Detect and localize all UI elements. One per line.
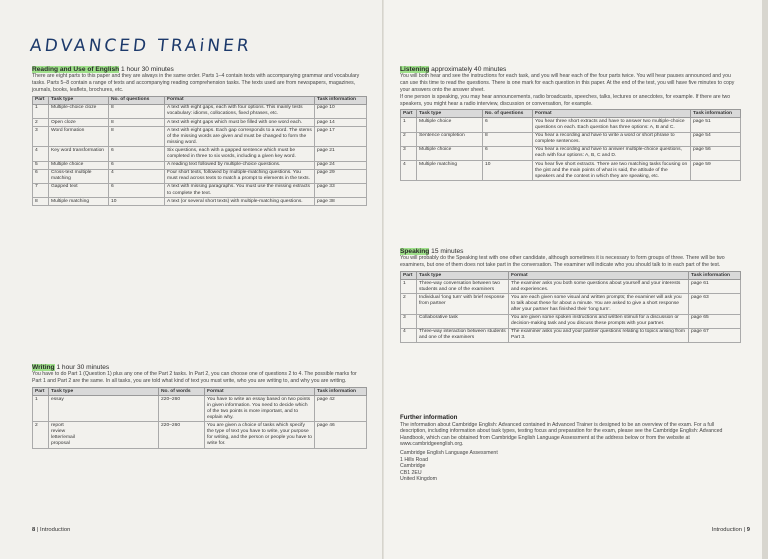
table-cell: 6 <box>109 161 165 169</box>
table-cell: A reading text followed by multiple-choice questions. <box>165 161 315 169</box>
table-cell: 10 <box>109 198 165 206</box>
table-cell: 6 <box>109 183 165 197</box>
table-cell: 4 <box>401 328 417 342</box>
table-row <box>401 294 741 314</box>
right-page-number: 9 <box>746 527 750 533</box>
table-row <box>33 127 367 147</box>
table-header-row <box>33 96 367 104</box>
table-cell: 1 <box>401 280 417 294</box>
table-cell: page 42 <box>315 396 367 422</box>
table-cell: 8 <box>483 132 533 146</box>
table-cell: 4 <box>109 169 165 183</box>
right-page <box>384 0 768 559</box>
table-cell: 3 <box>33 127 49 147</box>
table-cell: 7 <box>33 183 49 197</box>
table-cell: page 67 <box>689 328 741 342</box>
table-cell: You hear a recording and have to answer multiple-choice questions, each with four options: A, B, C and D. <box>533 146 691 160</box>
column-header: Task type <box>49 96 109 104</box>
table-cell: Multiple choice <box>417 118 483 132</box>
column-header: Task type <box>417 110 483 118</box>
table-cell: You hear a recording and have to write a word or short phrase to complete sentences. <box>533 132 691 146</box>
table-cell: Four short texts, followed by multiple-matching questions. You must read across texts to match a prompt to elements in the texts. <box>165 169 315 183</box>
table-cell: A text with eight gaps. Each gap corresponds to a word. The stems of the missing words are given and must be changed to form the missing word. <box>165 127 315 147</box>
table-cell: 1 <box>401 118 417 132</box>
column-header: Format <box>165 96 315 104</box>
table-cell: 3 <box>401 314 417 328</box>
table-cell: Open cloze <box>49 119 109 127</box>
table-cell: page 65 <box>689 314 741 328</box>
speaking-duration: 15 minutes <box>431 248 464 255</box>
table-cell: 5 <box>33 161 49 169</box>
listening-title: Listening <box>400 66 430 73</box>
column-header: Part <box>33 96 49 104</box>
column-header: No. of questions <box>109 96 165 104</box>
table-cell: page 33 <box>315 183 367 197</box>
table-cell: page 17 <box>315 127 367 147</box>
table-cell: Word formation <box>49 127 109 147</box>
table-cell: You are given a choice of tasks which specify the type of text you have to write, your purpose for writing, and the person or people you have to write for. <box>205 422 315 448</box>
table-cell: You are each given some visual and written prompts; the examiner will ask you to talk about these for about a minute. You are asked to give a short response after your partner has finished their ‘long turn’. <box>509 294 689 314</box>
column-header: Task information <box>315 96 367 104</box>
table-row <box>401 146 741 160</box>
reading-intro: There are eight parts to this paper and they are always in the same order. Parts 1–4 contain texts with accompanying grammar and vocabulary tasks. Parts 5–8 contain a range of texts and accompanying reading comprehension tasks. The texts used are from newspapers, magazines, journals, books, leaflets, brochures, etc. <box>32 73 360 93</box>
table-cell: You have to write an essay based on two points in given information. You need to decide which of the two points is more important, and to explain why. <box>205 396 315 422</box>
column-header: Task information <box>689 272 741 280</box>
table-row <box>401 161 741 181</box>
reading-title: Reading and Use of English <box>32 66 120 73</box>
listening-duration: approximately 40 minutes <box>431 66 507 73</box>
table-cell: 1 <box>33 104 49 118</box>
address-block <box>400 450 740 483</box>
writing-duration: 1 hour 30 minutes <box>56 364 110 371</box>
table-cell: page 56 <box>691 146 741 160</box>
column-header: Format <box>533 110 691 118</box>
table-cell: A text with missing paragraphs. You must use the missing extracts to complete the text. <box>165 183 315 197</box>
page-edge <box>762 0 768 559</box>
column-header: Part <box>33 388 49 396</box>
table-cell: 220–260 <box>159 422 205 448</box>
table-cell: 10 <box>483 161 533 181</box>
further-info-title: Further information <box>400 414 458 421</box>
table-row <box>401 328 741 342</box>
table-cell: page 14 <box>315 119 367 127</box>
listening-table <box>400 109 741 181</box>
table-cell: 2 <box>33 422 49 448</box>
table-cell: page 21 <box>315 147 367 161</box>
listening-intro: You will both hear and see the instructions for each task, and you will hear each of the four parts twice. You will hear pauses announced and you can use this time to read the questions. There is one mark for each question in this paper. At the end of the test, you will have five minutes to copy your answers onto the answer sheet. If one person is speaking, you may hear announcements, radio broadcasts, speeches, talks, lectures or anecdotes, for example. If there are two speakers, you might hear a radio interview, discussion or conversation, for example. <box>400 73 735 107</box>
table-cell: Key word transformation <box>49 147 109 161</box>
table-row <box>33 104 367 118</box>
right-footer <box>712 527 750 533</box>
table-row <box>401 118 741 132</box>
table-cell: 6 <box>483 146 533 160</box>
table-cell: 4 <box>33 147 49 161</box>
table-cell: Gapped text <box>49 183 109 197</box>
table-cell: page 51 <box>691 118 741 132</box>
table-cell: 6 <box>33 169 49 183</box>
column-header: Part <box>401 110 417 118</box>
table-cell: The examiner asks you and your partner questions relating to topics arising from Part 3. <box>509 328 689 342</box>
column-header: Format <box>509 272 689 280</box>
reading-table <box>32 96 367 206</box>
table-header-row <box>401 110 741 118</box>
table-cell: page 59 <box>691 161 741 181</box>
speaking-table <box>400 271 741 343</box>
address-line: 1 Hills Road <box>400 456 428 463</box>
table-cell: page 10 <box>315 104 367 118</box>
table-cell: report review letter/email proposal <box>49 422 159 448</box>
writing-intro: You have to do Part 1 (Question 1) plus any one of the Part 2 tasks. In Part 2, you can choose one of questions 2 to 4. The possible marks for Part 1 and Part 2 are the same. In all tasks, you are told what kind of text you must write, who you are writing to, and why you are writing. <box>32 371 357 385</box>
table-row <box>33 161 367 169</box>
table-row <box>33 198 367 206</box>
handwritten-title: ADVANCED TRAiNER <box>28 36 253 56</box>
table-cell: essay <box>49 396 159 422</box>
right-footer-sep: | <box>743 527 746 533</box>
table-cell: Sentence completion <box>417 132 483 146</box>
table-row <box>33 396 367 422</box>
table-cell: 8 <box>109 127 165 147</box>
column-header: Task information <box>691 110 741 118</box>
table-row <box>401 280 741 294</box>
table-header-row <box>401 272 741 280</box>
reading-section <box>32 66 366 206</box>
table-cell: Individual ‘long turn’ with brief response from partner <box>417 294 509 314</box>
table-cell: 6 <box>109 147 165 161</box>
column-header: Task information <box>315 388 367 396</box>
table-cell: page 24 <box>315 161 367 169</box>
table-cell: 6 <box>483 118 533 132</box>
address-line: Cambridge English Language Assessment <box>400 449 498 456</box>
reading-duration: 1 hour 30 minutes <box>121 66 174 73</box>
table-cell: 4 <box>401 161 417 181</box>
writing-table <box>32 387 367 449</box>
table-cell: page 29 <box>315 169 367 183</box>
table-cell: page 61 <box>689 280 741 294</box>
address-line: CB1 2EU <box>400 469 422 476</box>
table-cell: 2 <box>33 119 49 127</box>
speaking-intro: You will probably do the Speaking test with one other candidate, although sometimes it is necessary to form groups of three. There will be two examiners, but one of them does not take part in the conversation. The examiner will indicate who you should talk to in each part of the test. <box>400 255 725 269</box>
left-footer-sep: | <box>36 527 39 533</box>
table-cell: 1 <box>33 396 49 422</box>
table-row <box>33 422 367 448</box>
table-cell: Multiple matching <box>49 198 109 206</box>
table-cell: The examiner asks you both some questions about yourself and your interests and experiences. <box>509 280 689 294</box>
table-cell: A text (or several short texts) with multiple-matching questions. <box>165 198 315 206</box>
table-row <box>33 169 367 183</box>
column-header: No. of words <box>159 388 205 396</box>
table-cell: 2 <box>401 132 417 146</box>
table-cell: 3 <box>401 146 417 160</box>
table-cell: page 46 <box>315 422 367 448</box>
table-cell: page 38 <box>315 198 367 206</box>
table-cell: You hear five short extracts. There are two matching tasks focusing on the gist and the main points of what is said, the attitude of the speakers and the context in which they are speaking, etc. <box>533 161 691 181</box>
column-header: Format <box>205 388 315 396</box>
speaking-section <box>400 248 740 343</box>
speaking-title: Speaking <box>400 248 430 255</box>
left-footer-label: Introduction <box>40 527 71 533</box>
table-cell: page 54 <box>691 132 741 146</box>
table-cell: page 63 <box>689 294 741 314</box>
table-cell: Multiple choice <box>417 146 483 160</box>
table-cell: Multiple-choice cloze <box>49 104 109 118</box>
table-cell: Three-way conversation between two students and one of the examiners <box>417 280 509 294</box>
further-info-body: The information about Cambridge English: Advanced contained in Advanced Trainer is designed to be an overview of the exam. For a full description, including information about task types, testing focus and preparation for the exam, please see the Cambridge English: Advanced Handbook, which can be obtained from Cambridge English Language Assessment at the address below or from the website at www.cambridgeenglish.org. <box>400 421 723 448</box>
table-cell: Multiple matching <box>417 161 483 181</box>
further-info-section <box>400 415 740 483</box>
table-cell: You hear three short extracts and have to answer two multiple-choice questions on each. Each question has three options: A, B and C. <box>533 118 691 132</box>
listening-section <box>400 66 740 181</box>
column-header: No. of questions <box>483 110 533 118</box>
table-cell: 220–260 <box>159 396 205 422</box>
right-footer-label: Introduction <box>711 527 742 533</box>
address-line: United Kingdom <box>400 476 437 483</box>
table-row <box>401 314 741 328</box>
address-line: Cambridge <box>400 463 426 470</box>
table-cell: Multiple choice <box>49 161 109 169</box>
writing-title: Writing <box>32 364 55 371</box>
table-cell: A text with eight gaps, each with four options. This mainly tests vocabulary: idioms, collocations, fixed phrases, etc. <box>165 104 315 118</box>
column-header: Task type <box>49 388 159 396</box>
table-cell: Collaborative task <box>417 314 509 328</box>
table-cell: 8 <box>109 119 165 127</box>
table-cell: Six questions, each with a gapped sentence which must be completed in three to six words, including a given key word. <box>165 147 315 161</box>
table-cell: You are given some spoken instructions and written stimuli for a discussion or decision-making task and you discuss these prompts with your partner. <box>509 314 689 328</box>
table-cell: 8 <box>33 198 49 206</box>
table-row <box>33 147 367 161</box>
table-header-row <box>33 388 367 396</box>
table-cell: Cross-text multiple matching <box>49 169 109 183</box>
table-cell: 2 <box>401 294 417 314</box>
writing-section <box>32 364 366 449</box>
left-footer <box>32 527 70 533</box>
table-row <box>33 183 367 197</box>
column-header: Task type <box>417 272 509 280</box>
table-cell: 8 <box>109 104 165 118</box>
table-cell: A text with eight gaps which must be filled with one word each. <box>165 119 315 127</box>
column-header: Part <box>401 272 417 280</box>
table-row <box>33 119 367 127</box>
table-row <box>401 132 741 146</box>
table-cell: Three-way interaction between students and one of the examiners <box>417 328 509 342</box>
left-page-number: 8 <box>32 527 36 533</box>
